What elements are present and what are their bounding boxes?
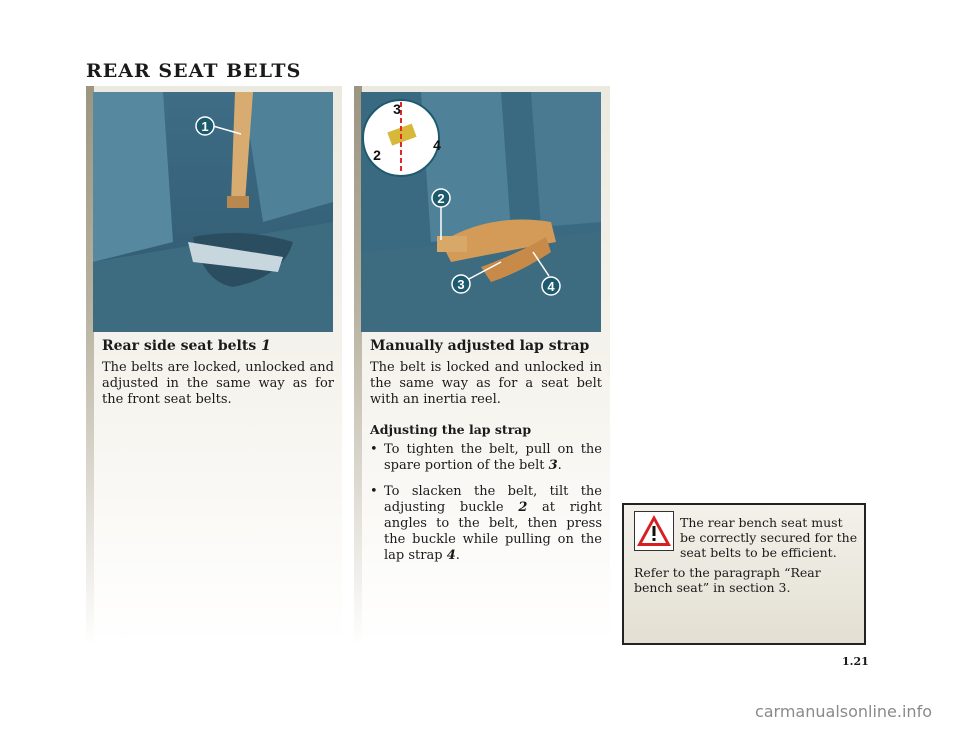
body-text: The belt is locked and unlocked in the same way as for a seat belt with an inertia reel.: [370, 360, 602, 407]
lap-strap-photo: [361, 92, 601, 332]
watermark-footer: carmanualsonline.info: [754, 702, 932, 721]
list-item: • To slacken the belt, tilt the adjusting buckle 2 at right angles to the belt, then press the buckle while pulling on the lap strap 4.: [370, 484, 602, 564]
middle-text-block: [370, 338, 602, 574]
warning-text: The rear bench seat must be correctly secured for the seat belts to be efficient.: [680, 515, 858, 560]
inset-label: 2: [373, 147, 381, 163]
callout-label: 2: [437, 191, 445, 206]
bullet-list: [370, 442, 602, 564]
left-text-block: [102, 338, 334, 418]
callout-label: 4: [547, 279, 555, 294]
page-number: 1.21: [842, 655, 869, 668]
callout-label: 1: [201, 119, 209, 134]
section-heading: Rear side seat belts 1: [102, 338, 271, 354]
list-item: • To tighten the belt, pull on the spare portion of the belt 3.: [370, 442, 602, 474]
callout-label: 3: [457, 277, 465, 292]
sub-heading: Adjusting the lap strap: [370, 422, 532, 437]
warning-reference: Refer to the paragraph “Rear bench seat” in section 3.: [634, 565, 821, 595]
warning-box: [622, 503, 866, 645]
page-title: REAR SEAT BELTS: [86, 60, 302, 82]
body-text: The belts are locked, unlocked and adjusted in the same way as for the front seat belts.: [102, 360, 334, 407]
warning-triangle-icon: [634, 511, 674, 551]
section-heading: Manually adjusted lap strap: [370, 338, 590, 354]
inset-label: 4: [433, 137, 441, 153]
inset-label: 3: [393, 101, 401, 117]
rear-side-belt-photo: [93, 92, 333, 332]
